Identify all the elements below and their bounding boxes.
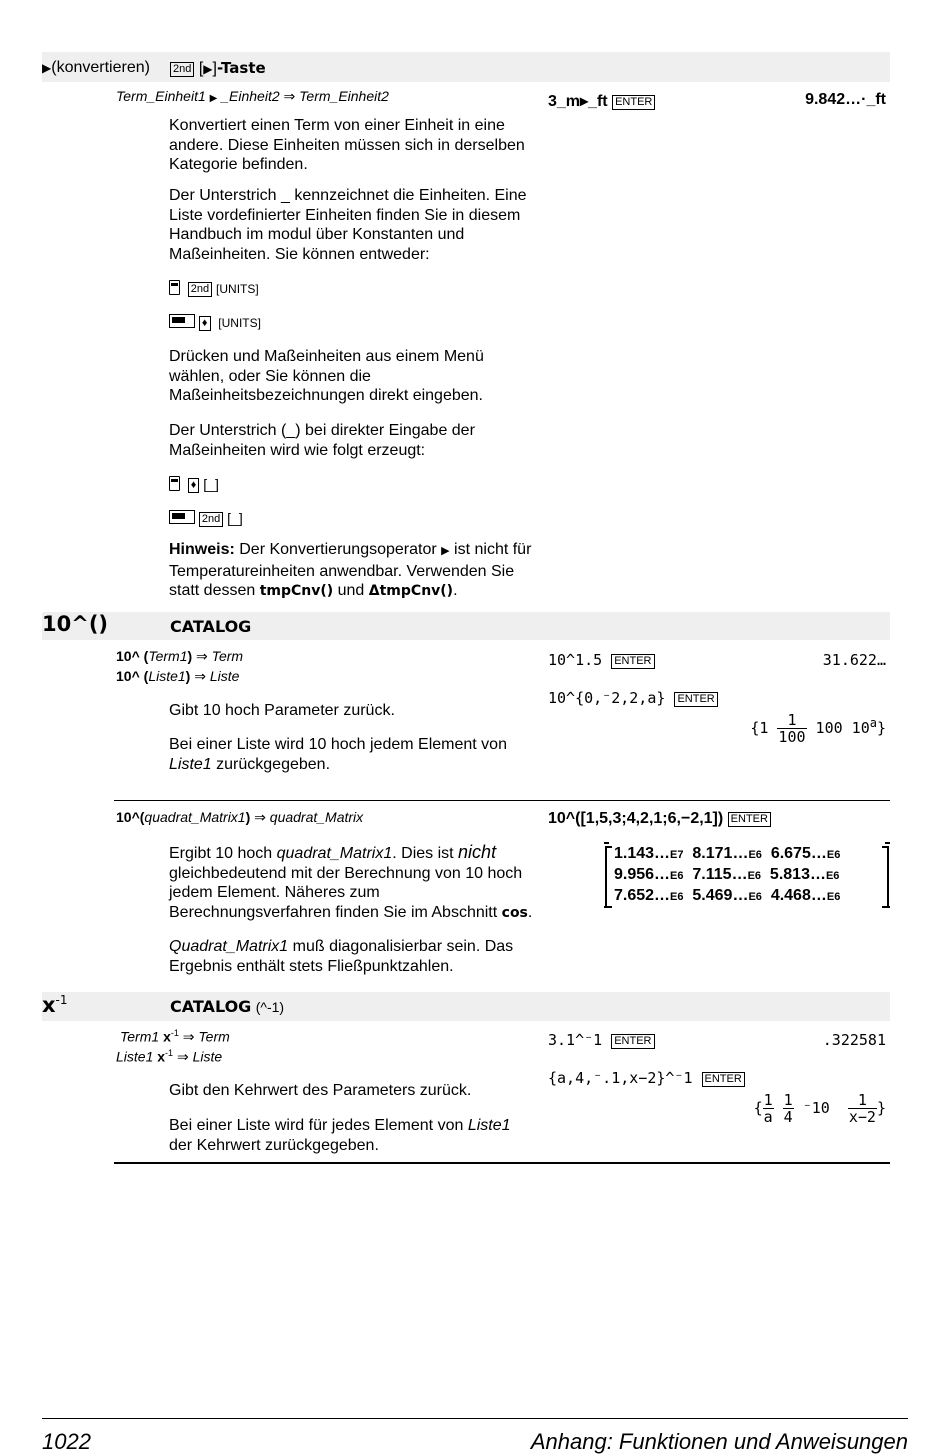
inverse-paragraph-1: Gibt den Kehrwert des Parameters zurück. bbox=[169, 1082, 472, 1099]
matrix-right-bracket bbox=[882, 846, 889, 908]
convert-paragraph-2: Der Unterstrich _ kennzeichnet die Einheiten. Eine Liste vordefinierter Einheiten finden Sie in diesem Handbuch im modul über Konstanten und Maßeinheiten. Sie können entweder: bbox=[169, 187, 527, 263]
convert-name: (konvertieren) bbox=[51, 59, 150, 76]
catalog-label: CATALOG bbox=[170, 617, 252, 636]
key-label: -Taste bbox=[216, 59, 266, 77]
key-2nd: 2nd bbox=[170, 62, 194, 77]
inverse-paragraph-2: Bei einer Liste wird für jedes Element von Liste1 der Kehrwert zurückgegeben. bbox=[169, 1117, 511, 1154]
pow10-syntax-1: 10^ (Term1) ⇒ Term bbox=[116, 648, 244, 664]
result-matrix bbox=[604, 842, 890, 906]
convert-syntax: Term_Einheit1 ▶ _Einheit2 ⇒ Term_Einheit2 bbox=[116, 88, 389, 104]
triangle-right-icon: ▶ bbox=[42, 61, 52, 75]
footer-rule bbox=[42, 1418, 908, 1419]
matrix-row: 1.143…E7 8.171…E6 6.675…E6 bbox=[614, 845, 841, 862]
divider bbox=[114, 800, 890, 801]
inverse-example-1-result: .322581 bbox=[822, 1031, 886, 1049]
pow10-example-1-input: 10^1.5 ENTER bbox=[548, 651, 655, 669]
convert-key-sequence bbox=[170, 59, 266, 78]
pow10-example-2-input: 10^{0,⁻2,2,a} ENTER bbox=[548, 689, 718, 707]
note-label: Hinweis: bbox=[169, 541, 235, 558]
handheld-calculator-icon bbox=[169, 476, 180, 491]
pow10-syntax-2: 10^ (Liste1) ⇒ Liste bbox=[116, 668, 240, 684]
pow10-paragraph-4: Quadrat_Matrix1 muß diagonalisierbar sein. Das Ergebnis enthält stets Fließpunktzahlen. bbox=[169, 938, 514, 975]
convert-paragraph-4: Der Unterstrich (_) bei direkter Eingabe der Maßeinheiten wird wie folgt erzeugt: bbox=[169, 422, 475, 459]
keystroke-line-3: ♦ [_] bbox=[169, 476, 219, 493]
inverse-example-2-input: {a,4,⁻.1,x−2}^⁻1 ENTER bbox=[548, 1069, 745, 1087]
section-title-inverse: $x^{-1}$ bbox=[42, 993, 68, 1017]
convert-paragraph-3: Drücken und Maßeinheiten aus einem Menü wählen, oder Sie können die Maßeinheitsbezeichnungen direkt eingeben. bbox=[169, 348, 484, 404]
handheld-calculator-icon bbox=[169, 280, 180, 295]
matrix-row: 9.956…E6 7.115…E6 5.813…E6 bbox=[614, 866, 840, 883]
keystroke-line-4: 2nd [_] bbox=[169, 510, 243, 527]
matrix-row: 7.652…E6 5.469…E6 4.468…E6 bbox=[614, 887, 841, 904]
section-title-convert bbox=[42, 59, 150, 77]
convert-note: Hinweis: Der Konvertierungsoperator ▶ ist nicht für Temperatureinheiten anwendbar. Verwenden Sie statt dessen tmpCnv() und ΔtmpCnv(). bbox=[169, 541, 532, 599]
pow10-paragraph-1: Gibt 10 hoch Parameter zurück. bbox=[169, 702, 395, 719]
pow10-paragraph-3: Ergibt 10 hoch quadrat_Matrix1. Dies ist nicht gleichbedeutend mit der Berechnung von 10 hoch jedem Element. Näheres zum Berechnungsverfahren finden Sie im Abschnitt cos. bbox=[169, 842, 533, 921]
inverse-example-1-input: 3.1^⁻1 ENTER bbox=[548, 1031, 655, 1049]
catalog-label: CATALOG (^-1) bbox=[170, 997, 285, 1016]
pow10-example-1-result: 31.622… bbox=[822, 651, 886, 669]
inverse-example-2-result: { $\frac{1}{a}$ $\frac{1}{4}$ ⁻10 $\frac{1}{x-2}$ } bbox=[753, 1091, 886, 1126]
convert-paragraph-1: Konvertiert einen Term von einer Einheit in eine andere. Diese Einheiten müssen sich in derselben Kategorie befinden. bbox=[169, 117, 525, 173]
pow10-example-2-result: {1 $\frac{1}{100}$ 100 10$^a$} bbox=[750, 711, 886, 746]
keystroke-line-2: ♦ [UNITS] bbox=[169, 314, 261, 331]
divider bbox=[114, 1162, 890, 1164]
voyage-calculator-icon bbox=[169, 314, 195, 328]
page-number: 1022 bbox=[42, 1429, 91, 1454]
matrix-left-bracket bbox=[605, 846, 612, 908]
inverse-syntax-1: Term1 $x^{-1}$ ⇒ Term bbox=[120, 1028, 230, 1045]
voyage-calculator-icon bbox=[169, 510, 195, 524]
convert-example-result: 9.842…·_ft bbox=[805, 91, 886, 108]
enter-key: ENTER bbox=[612, 95, 655, 110]
section-title-pow10: 10^() bbox=[42, 612, 109, 636]
keystroke-line-1: 2nd [UNITS] bbox=[169, 280, 259, 297]
footer-title: Anhang: Funktionen und Anweisungen bbox=[530, 1429, 908, 1454]
pow10-syntax-3: 10^(quadrat_Matrix1) ⇒ quadrat_Matrix bbox=[116, 809, 364, 825]
inverse-syntax-2: Liste1 $x^{-1}$ ⇒ Liste bbox=[116, 1048, 223, 1065]
pow10-paragraph-2: Bei einer Liste wird 10 hoch jedem Element von Liste1 zurückgegeben. bbox=[169, 736, 507, 773]
pow10-example-3-input: 10^([1,5,3;4,2,1;6,−2,1]) ENTER bbox=[548, 810, 771, 828]
convert-example-input: 3_m▸_ft ENTER bbox=[548, 91, 655, 111]
key-arrow: [▶] bbox=[198, 60, 217, 77]
